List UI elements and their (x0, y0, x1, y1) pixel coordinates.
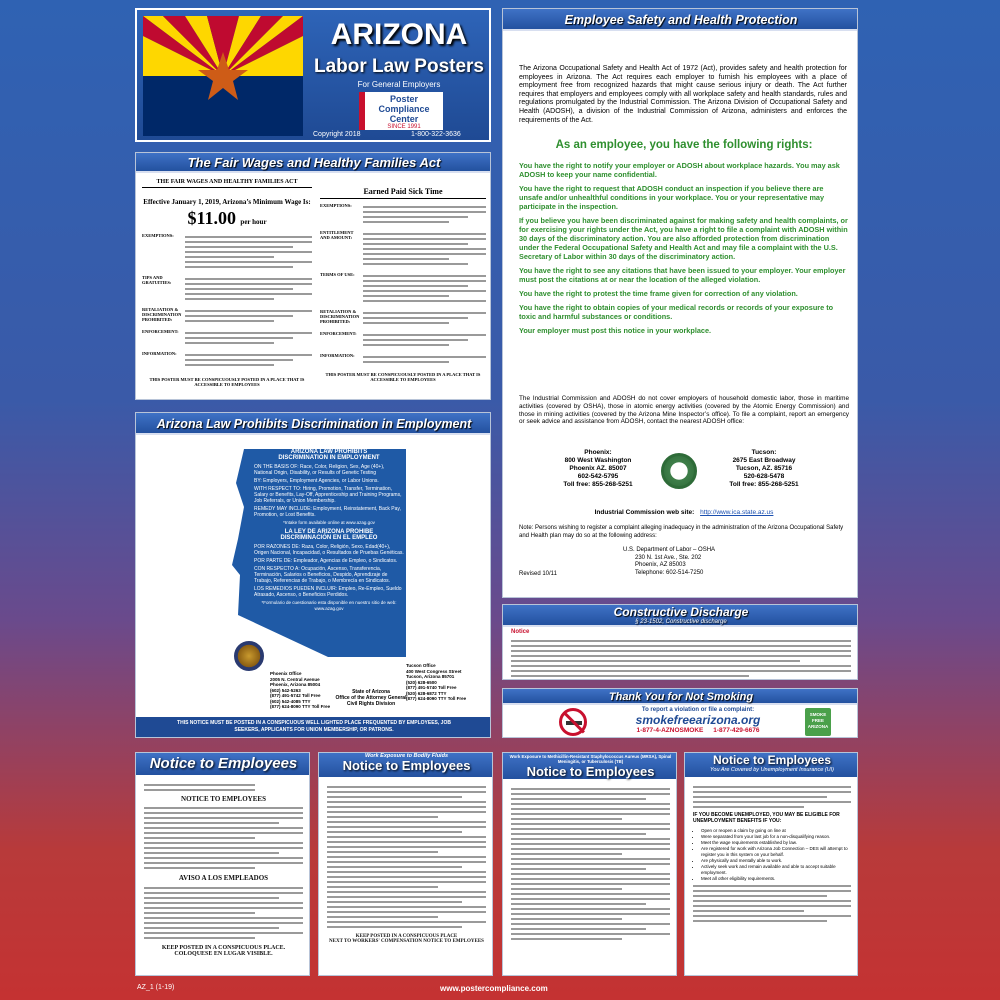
safety-banner: Employee Safety and Health Protection (503, 9, 858, 31)
footer-url[interactable]: www.postercompliance.com (440, 984, 548, 993)
retaliation-label: RETALIATION & DISCRIMINATION PROHIBITED: (142, 307, 182, 322)
copyright: Copyright 2018 (313, 131, 361, 138)
notice-panel-workers-comp (135, 752, 310, 976)
notice-footer-1a: KEEP POSTED IN A CONSPICUOUS PLACE. (161, 945, 286, 951)
notice-title-1: NOTICE TO EMPLOYEES (181, 795, 266, 803)
ui-item: • Are physically and mentally able to work. (701, 858, 851, 864)
constructive-discharge-panel (502, 604, 858, 680)
smoke-free-website[interactable]: smokefreearizona.org (635, 713, 761, 727)
smoke-free-info: To report a violation or file a complaint: smokefreearizona.org 1-877-4-AZNOSMOKE 1-877-429-6676 (603, 707, 793, 734)
information-label: INFORMATION: (142, 351, 177, 356)
phoenix-ag-office: Phoenix Office 2005 N. Central Avenue Phoenix, Arizona 85004 (602) 542-5263 (877) 491-5742 Toll Free (602) 542-4085 TTY (877) 624-8090 TTY Toll Free (270, 671, 331, 709)
safety-panel (502, 8, 858, 598)
per-hour-label: per hour (240, 218, 267, 226)
discrimination-banner: Arizona Law Prohibits Discrimination in Employment (136, 413, 491, 435)
ui-item: • Meet the wage requirements established by law. (701, 840, 851, 846)
ui-item: • Were separated from your last job for a non-disqualifying reason. (701, 834, 851, 840)
constructive-banner: Constructive Discharge § 23-1502, Constructive discharge (503, 605, 858, 627)
right-inspection: You have the right to request that ADOSH conduct an inspection if you believe there are unsafe and/or unhealthful conditions in your workplace. You or your representative may participate in the inspection. (519, 184, 825, 211)
no-smoking-panel (502, 688, 858, 738)
minimum-wage-value: $11.00 (187, 208, 236, 228)
fair-wages-right-column: Earned Paid Sick Time EXEMPTIONS: ENTITLEMENT AND AMOUNT: TERMS OF USE: RETALIATION & DISCRIMINATION PROHIBITED: ENFORCEMENT: INFORMATION: THIS POSTER MUST BE CONSPICUOUSLY POSTED IN A PLACE THAT IS ACCESSIBLE TO EMPLOYEES (320, 179, 486, 397)
discrimination-panel (135, 412, 491, 738)
company-phone: 1-800-322-3636 (411, 131, 461, 138)
right-citations: You have the right to see any citations that have been issued to your employer. Your employer must post the citations at or near the location of the alleged violation. (519, 266, 846, 284)
ag-seal-icon (234, 641, 264, 671)
osha-address: U.S. Department of Labor – OSHA 230 N. 1st Ave., Ste. 202 Phoenix, AZ 85003 Telephone: 602-514-7250 (623, 547, 716, 576)
safety-intro: The Arizona Occupational Safety and Health Act of 1972 (Act), provides safety and health protection for employees in Arizona. The Act requires each employer to furnish his employees with a place of employment free from recognized hazards that might cause serious injury or death. The Act further requires that employers and employees comply with all workplace safety and health standards, rules and regulations promulgated by the Industrial Commission. The Arizona Division of Occupational Safety and Health (ADOSH), a division of the Industrial Commission of Arizona, administers and enforces the requirements of the Act. (519, 65, 847, 124)
coverage-text: The Industrial Commission and ADOSH do not cover employers of household domestic labor, those in maritime activities (covered by OSHA), those in atomic energy activities (covered by the Atomic Energy Commission) and those in mining activities (covered by the Arizona Mine Inspector’s office). To file a complaint, report an emergency or seek advice and assistance from ADOSH, contact the nearest ADOSH office: (519, 395, 849, 426)
revised-date: Revised 10/11 (519, 571, 557, 577)
poster-subtitle: For General Employers (357, 80, 441, 89)
fair-wages-right-footer: THIS POSTER MUST BE CONSPICUOUSLY POSTED IN A PLACE THAT IS ACCESSIBLE TO EMPLOYEES (325, 372, 481, 382)
smoke-free-phone-1: 1-877-4-AZNOSMOKE (636, 727, 704, 734)
discrimination-footer: THIS NOTICE MUST BE POSTED IN A CONSPICUOUS WELL LIGHTED PLACE FREQUENTED BY EMPLOYEES, JOB SEEKERS, APPLICANTS FOR UNION MEMBERSHIP, OR PATRONS. (136, 717, 491, 738)
adosh-tucson-office: Tucson: 2675 East Broadway Tucson, AZ. 85716 520-628-5478 Toll free: 855-268-5251 (729, 449, 799, 488)
ica-website: Industrial Commission web site: http://www.ica.state.az.us (594, 509, 774, 516)
header-panel (135, 8, 491, 142)
ica-website-link[interactable]: http://www.ica.state.az.us (700, 509, 774, 516)
fair-wages-left-heading: THE FAIR WAGES AND HEALTHY FAMILIES ACT (142, 179, 312, 188)
constructive-text (511, 637, 851, 680)
enforcement-label: ENFORCEMENT: (142, 329, 179, 334)
adosh-phoenix-office: Phoenix: 800 West Washington Phoenix AZ. 85007 602-542-5795 Toll free: 855-268-5251 (563, 449, 633, 488)
poster-code: AZ_1 (1-19) (137, 984, 175, 991)
discrimination-text: ARIZONA LAW PROHIBITS DISCRIMINATION IN EMPLOYMENT ON THE BASIS OF: Race, Color, Religion, Sex, Age (40+), National Origin, Disability, or Results of Genetic Testing BY: Employers, Employment Agencies, or Labor Unions. WITH RESPECT TO: Hiring, Promotion, Transfer, Termination, Salary or Benefits, Lay-Off, Apprenticeship and Training Programs, Job Referrals, or Union Membership. REMEDY MAY INCLUDE: Employment, Reinstatement, Back Pay, Promotion, or Lost Benefits. *Intake form available online at www.azag.gov LA LEY DE ARIZONA PROHIBE DISCRIMINACIÓN EN EL EMPLEO POR RAZONES DE: Raza, Color, Religión, Sexo, Edad(40+), Origen Nacional, Incapacidad, o Resultados de Pruebas Genéticas. POR PARTE DE: Empleador, Agencias de Empleo, o Sindicatos. CON RESPECTO A: Ocupación, Ascenso, Transferencia, Terminación, Salarios o Beneficios, Despido, Aprendizaje de Trabajo, Referencias de Trabajo, o Membrecía en Sindicatos. LOS REMEDIOS PUEDEN INCLUIR: Empleo, Re-Empleo, Sueldo Atrasado, Ascenso, o Beneficios Perdidos. *Formulario de cuestionario esta disponible en nuestro sitio de web: www.azag.gov (254, 449, 404, 611)
notice-footer-2b: NEXT TO WORKERS' COMPENSATION NOTICE TO EMPLOYEES (329, 939, 484, 944)
fair-wages-panel (135, 152, 491, 400)
right-medical: You have the right to obtain copies of your medical records or records of your exposure to toxic and harmful substances or conditions. (519, 303, 834, 321)
constructive-notice-label: Notice (511, 629, 530, 635)
state-name: ARIZONA (330, 18, 468, 51)
notice-banner-4: Notice to Employees You Are Covered by Unemployment Insurance (UI) (685, 753, 858, 777)
sick-time-heading: Earned Paid Sick Time (320, 187, 486, 199)
arizona-flag-icon (143, 16, 303, 136)
min-wage-text: Effective January 1, 2019, Arizona’s Minimum Wage Is: (143, 198, 311, 206)
no-smoking-icon (559, 708, 587, 736)
ui-item: • Actively seek work and remain available and able to accept suitable employment. (701, 864, 851, 876)
notice-panel-mrsa (502, 752, 677, 976)
ui-item: • Are registered for work with Arizona Job Connection – DES will attempt to register you in this system on your behalf. (701, 846, 851, 858)
notice-banner-1: Notice to Employees (136, 753, 310, 775)
fair-wages-left-column (142, 179, 312, 397)
fair-wages-banner: The Fair Wages and Healthy Families Act (136, 153, 491, 173)
notice-banner-2: Work Exposure to Bodily Fluids Notice to Employees (319, 753, 493, 777)
fair-wages-left-footer: THIS POSTER MUST BE CONSPICUOUSLY POSTED IN A PLACE THAT IS ACCESSIBLE TO EMPLOYEES (149, 377, 305, 387)
notice-spanish-title: AVISO A LOS EMPLEADOS (178, 874, 269, 882)
notice-banner-3: Work Exposure to Methicillin-Resistant Staphylococcus Aureus (MRSA), Spinal Meningitis, or Tuberculosis (TB) Notice to Employees (503, 753, 677, 779)
ui-item: • Meet all other eligibility requirements. (701, 876, 851, 882)
rights-list (519, 161, 849, 335)
ag-office-title: State of Arizona Office of the Attorney General Civil Rights Division (335, 689, 407, 707)
tips-label: TIPS AND GRATUITIES: (142, 275, 172, 285)
exemptions-label: EXEMPTIONS: (142, 233, 174, 238)
notice-panel-unemployment (684, 752, 858, 976)
tucson-ag-office: Tucson Office 400 West Congress Street Tucson, Arizona 85701 (520) 628-6500 (877) 491-5740 Toll Free (520) 628-6872 TTY (877) 624-8090 TTY Toll Free (406, 663, 467, 701)
notice-panel-bodily-fluids (318, 752, 493, 976)
ica-seal-icon (661, 453, 697, 489)
right-discrimination: If you believe you have been discriminated against for making safety and health complaints, or for exercising your rights under the Act, you have a right to file a complaint with ADOSH within 30 days of the discriminatory action. You are also afforded protection from discrimination under the Federal Occupational Safety and Health Act and may file a complaint with the U.S. Secretary of Labor within 30 days of the discriminatory action. (519, 216, 848, 261)
ui-item: • Open or reopen a claim by going on line at (701, 828, 851, 834)
right-post-notice: Your employer must post this notice in your workplace. (519, 326, 712, 335)
smoke-free-phone-2: 1-877-429-6676 (713, 727, 760, 734)
ui-eligibility-heading: IF YOU BECOME UNEMPLOYED, YOU MAY BE ELIGIBLE FOR UNEMPLOYMENT BENEFITS IF YOU: (693, 812, 840, 824)
smoke-free-arizona-logo: SMOKE FREE ARIZONA (805, 708, 831, 736)
notice-footer-2a: KEEP POSTED IN A CONSPICUOUS PLACE (355, 934, 458, 939)
right-notify: You have the right to notify your employer or ADOSH about workplace hazards. You may ask ADOSH to keep your name confidential. (519, 161, 840, 179)
poster-compliance-logo: Poster Compliance Center SINCE 1991 (359, 92, 443, 130)
rights-heading: As an employee, you have the following rights: (555, 139, 813, 151)
notice-footer-1b: COLOQUESE EN LUGAR VISIBLE. (174, 951, 273, 957)
no-smoking-banner: Thank You for Not Smoking (503, 689, 858, 705)
right-protest: You have the right to protest the time frame given for correction of any violation. (519, 289, 798, 298)
osha-note: Note: Persons wishing to register a complaint alleging inadequacy in the administration of the Arizona Occupational Safety and Health plan may do so at the following address: (519, 525, 844, 539)
poster-title: Labor Law Posters (314, 56, 484, 77)
